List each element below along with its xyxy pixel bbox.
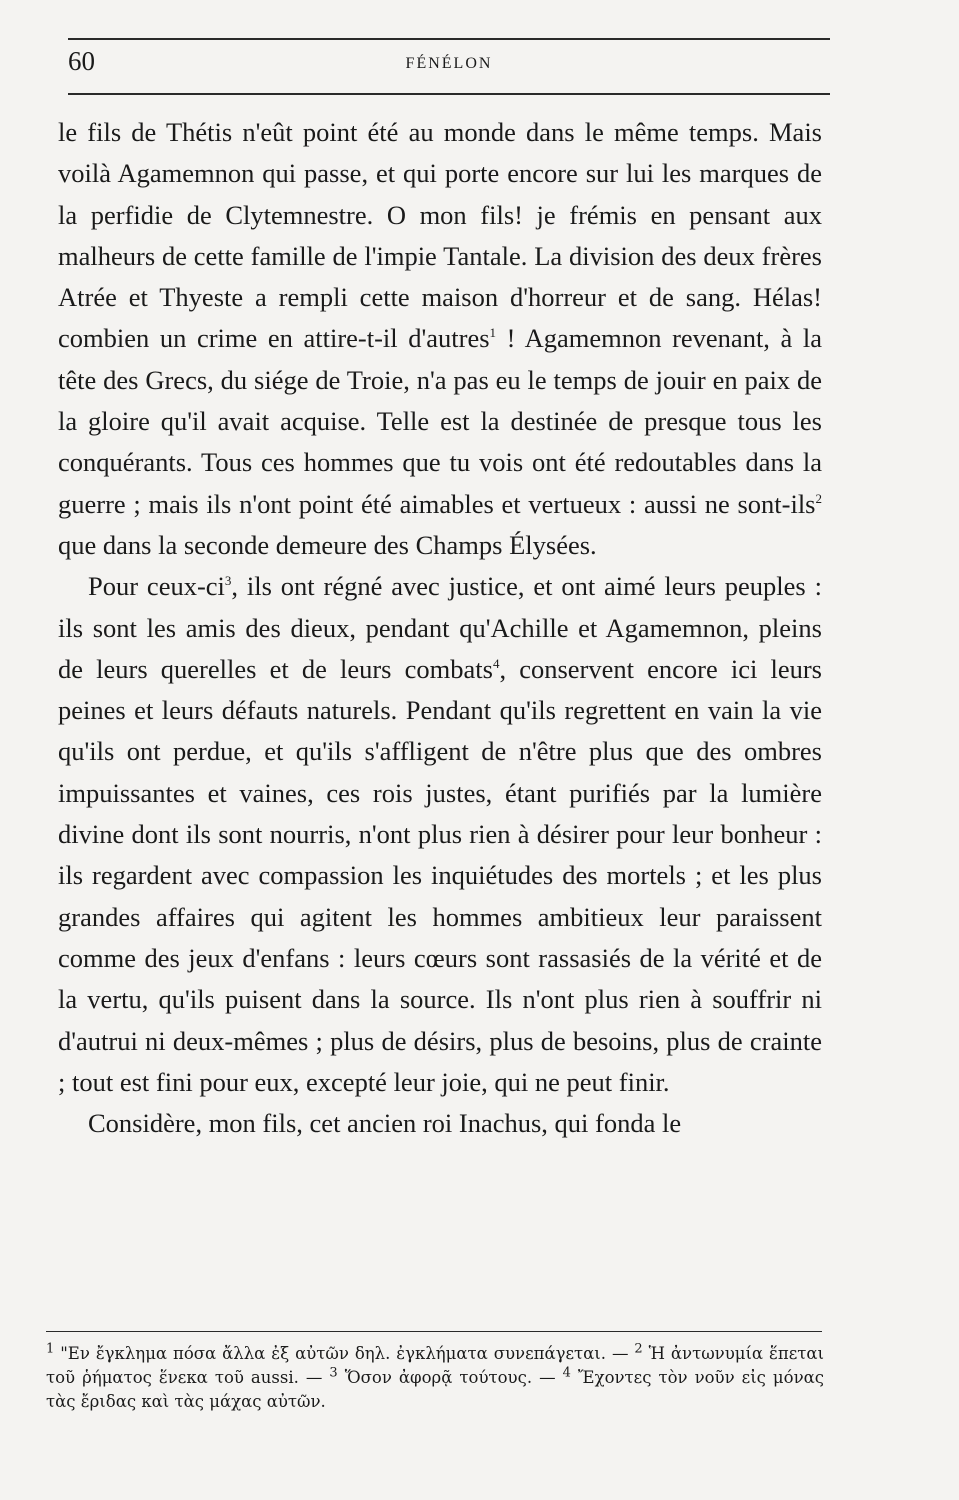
footnote-mark-4: 4 — [562, 1365, 571, 1381]
paragraph-2-text-end: , conservent encore ici leurs peines et leurs défauts naturels. Pendant qu'ils regrettent en vain la vie qu'ils ont perdue, et qu'ils s'affligent de n'être plus que des ombres impuissantes et vaines, ces rois justes, étant purifiés par la lumière divine dont ils sont nourris, n'ont plus rien à désirer pour leur bonheur : ils regardent avec compassion les inquiétudes des mortels ; et les plus grandes affaires qui agitent les hommes ambitieux leur paraissent comme des jeux d'enfans : leurs cœurs sont rassasiés de la vérité et de la vertu, qu'ils puisent dans la source. Ils n'ont plus rien à souffrir ni d'autrui ni deux-mêmes ; plus de désirs, plus de besoins, plus de crainte ; tout est fini pour eux, excepté leur joie, qui ne peut finir. — [58, 653, 822, 1097]
paragraph-2 — [58, 566, 822, 1103]
footnote-3: Ὅσον ἀφορᾷ τούτους. — — [337, 1368, 563, 1387]
footnote-ref-2: 2 — [815, 490, 822, 506]
page-number: 60 — [68, 46, 95, 76]
paragraph-1-text-cont: ! Agamemnon revenant, à la tête des Grecs, du siége de Troie, n'a pas eu le temps de jouir en paix de la gloire qu'il avait acquise. Telle est la destinée de presque tous les conquérants. Tous ces hommes que tu vois ont été redoutables dans la guerre ; mais ils n'ont point été aimables et vertueux : aussi ne sont-ils — [58, 323, 823, 519]
paragraph-2-text-cont: , ils ont régné avec justice, et ont aimé leurs peuples : ils sont les amis des dieux, pendant qu'Achille et Agamemnon, pleins de leurs querelles et de leurs combats — [58, 571, 822, 684]
footnote-rule — [46, 1331, 822, 1332]
main-text — [58, 112, 822, 1144]
footnote-ref-1: 1 — [489, 325, 497, 341]
footnote-mark-3: 3 — [329, 1365, 338, 1381]
footnote-ref-3: 3 — [224, 573, 232, 589]
footnote-2: Ἡ ἀντωνυμία ἕπεται τοῦ ῥήματος ἕνεκα τοῦ aussi. — — [46, 1344, 824, 1387]
paragraph-3 — [58, 1103, 822, 1144]
running-title: FÉNÉLON — [405, 55, 493, 72]
paragraph-3-text: Considère, mon fils, cet ancien roi Inachus, qui fonda le — [88, 1108, 682, 1139]
footnote-ref-4: 4 — [492, 656, 500, 672]
paragraph-1-text-end: que dans la seconde demeure des Champs Élysées. — [58, 529, 597, 560]
paragraph-1 — [58, 112, 822, 566]
footnote-mark-1: 1 — [46, 1341, 55, 1357]
header-rule-top — [68, 38, 830, 40]
paragraph-2-text: Pour ceux-ci — [88, 571, 225, 602]
paragraph-1-text: le fils de Thétis n'eût point été au monde dans le même temps. Mais voilà Agamemnon qui passe, et qui porte encore sur lui les marques de la perfidie de Clytemnestre. O mon fils! je frémis en pensant aux malheurs de cette famille de l'impie Tantale. La division des deux frères Atrée et Thyeste a rempli cette maison d'horreur et de sang. Hélas! combien un crime en attire-t-il d'autres — [58, 117, 822, 354]
page-header — [68, 38, 830, 98]
footnote-block — [46, 1342, 824, 1414]
header-rule-bottom — [68, 93, 830, 95]
footnote-mark-2: 2 — [634, 1341, 643, 1357]
footnote-1: "Εν ἔγκλημα πόσα ἄλλα ἐξ αὐτῶν δηλ. ἐγκλήματα συνεπάγεται. — — [54, 1344, 635, 1363]
footnotes — [46, 1342, 824, 1414]
footnote-4: Ἔχοντες τὸν νοῦν εἰς μόνας τὰς ἔριδας καὶ τὰς μάχας αὐτῶν. — [46, 1368, 825, 1411]
